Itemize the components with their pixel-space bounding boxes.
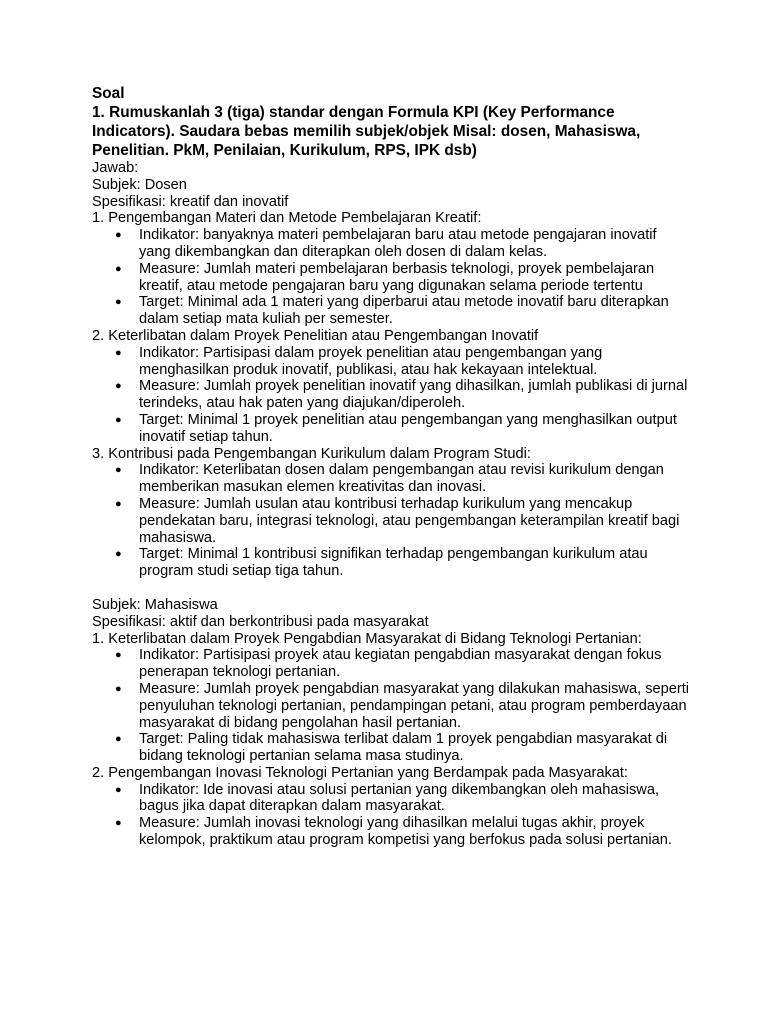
kpi-item-title: 1. Pengembangan Materi dan Metode Pembelajaran Kreatif:: [92, 210, 482, 227]
bullet-icon: ●: [115, 464, 122, 477]
list-item: ● Measure: Jumlah proyek penelitian inovatif yang dihasilkan, jumlah publikasi di jurnal terindeks, atau hak paten yang diajukan/diperoleh.: [115, 378, 688, 412]
subject-section-dosen: [92, 177, 692, 580]
kpi-bullet-list: [92, 647, 692, 765]
bullet-icon: ●: [115, 548, 122, 561]
list-item: ● Target: Paling tidak mahasiswa terlibat dalam 1 proyek pengabdian masyarakat di bidang teknologi pertanian selama masa studinya.: [115, 731, 668, 765]
bullet-icon: ●: [115, 296, 122, 309]
question-text: 1. Rumuskanlah 3 (tiga) standar dengan Formula KPI (Key Performance Indicators). Saudara bebas memilih subjek/objek Misal: dosen, Mahasiswa, Penelitian. PkM, Penilaian, Kurikulum, RPS, IPK dsb): [92, 104, 641, 159]
list-item: ● Target: Minimal 1 kontribusi signifikan terhadap pengembangan kurikulum atau program studi setiap tiga tahun.: [115, 546, 648, 580]
bullet-icon: ●: [115, 497, 122, 510]
list-item: ● Measure: Jumlah proyek pengabdian masyarakat yang dilakukan mahasiswa, seperti penyuluhan teknologi pertanian, pendampingan petani, atau program pemberdayaan masyarakat di bidang pengolahan hasil pertanian.: [115, 680, 689, 731]
bullet-icon: ●: [115, 229, 122, 242]
question-heading: Soal: [92, 85, 125, 102]
subject-spec: Spesifikasi: aktif dan berkontribusi pada masyarakat: [92, 613, 429, 630]
kpi-bullet-list: [92, 227, 692, 328]
bullet-icon: ●: [115, 783, 122, 796]
kpi-bullet-list: [92, 462, 692, 580]
kpi-item-title: 2. Keterlibatan dalam Proyek Penelitian atau Pengembangan Inovatif: [92, 327, 539, 344]
bullet-icon: ●: [115, 380, 122, 393]
list-item: ● Indikator: Keterlibatan dosen dalam pengembangan atau revisi kurikulum dengan memberikan masukan elemen kreativitas dan inovasi.: [115, 462, 664, 496]
kpi-item-title: 1. Keterlibatan dalam Proyek Pengabdian Masyarakat di Bidang Teknologi Pertanian:: [92, 630, 642, 647]
subject-section-mahasiswa: [92, 597, 692, 849]
section-spacer: [92, 580, 692, 597]
list-item: ● Indikator: banyaknya materi pembelajaran baru atau metode pengajaran inovatif yang dikembangkan dan diterapkan oleh dosen di dalam kelas.: [115, 227, 657, 260]
bullet-icon: ●: [115, 682, 122, 695]
kpi-bullet-list: [92, 345, 692, 446]
bullet-icon: ●: [115, 733, 122, 746]
bullet-icon: ●: [115, 413, 122, 426]
bullet-icon: ●: [115, 262, 122, 275]
list-item: ● Target: Minimal 1 proyek penelitian atau pengembangan yang menghasilkan output inovatif setiap tahun.: [115, 411, 677, 445]
list-item: ● Indikator: Partisipasi proyek atau kegiatan pengabdian masyarakat dengan fokus penerapan teknologi pertanian.: [115, 647, 662, 681]
subject-title: Subjek: Mahasiswa: [92, 596, 218, 613]
subject-spec: Spesifikasi: kreatif dan inovatif: [92, 193, 289, 210]
list-item: ● Target: Minimal ada 1 materi yang diperbarui atau metode inovatif baru diterapkan dalam setiap mata kuliah per semester.: [115, 294, 669, 328]
kpi-bullet-list: [92, 782, 692, 849]
answer-label: Jawab:: [92, 160, 139, 176]
kpi-item-title: 2. Pengembangan Inovasi Teknologi Pertanian yang Berdampak pada Masyarakat:: [92, 764, 628, 781]
kpi-item-title: 3. Kontribusi pada Pengembangan Kurikulum dalam Program Studi:: [92, 445, 531, 462]
list-item: ● Measure: Jumlah inovasi teknologi yang dihasilkan melalui tugas akhir, proyek kelompok, praktikum atau program kompetisi yang berfokus pada solusi pertanian.: [115, 815, 672, 849]
list-item: ● Measure: Jumlah materi pembelajaran berbasis teknologi, proyek pembelajaran kreatif, atau metode pengajaran baru yang digunakan selama periode tertentu: [115, 260, 655, 294]
list-item: ● Indikator: Partisipasi dalam proyek penelitian atau pengembangan yang menghasilkan produk inovatif, publikasi, atau hak kekayaan intelektual.: [115, 344, 603, 378]
bullet-icon: ●: [115, 346, 122, 359]
document-page: [92, 84, 692, 849]
bullet-icon: ●: [115, 649, 122, 662]
bullet-icon: ●: [115, 817, 122, 830]
subject-title: Subjek: Dosen: [92, 176, 187, 193]
list-item: ● Measure: Jumlah usulan atau kontribusi terhadap kurikulum yang mencakup pendekatan baru, integrasi teknologi, atau pengembangan keterampilan kreatif bagi mahasiswa.: [115, 495, 680, 546]
list-item: ● Indikator: Ide inovasi atau solusi pertanian yang dikembangkan oleh mahasiswa, bagus jika dapat diterapkan dalam masyarakat.: [115, 781, 660, 815]
